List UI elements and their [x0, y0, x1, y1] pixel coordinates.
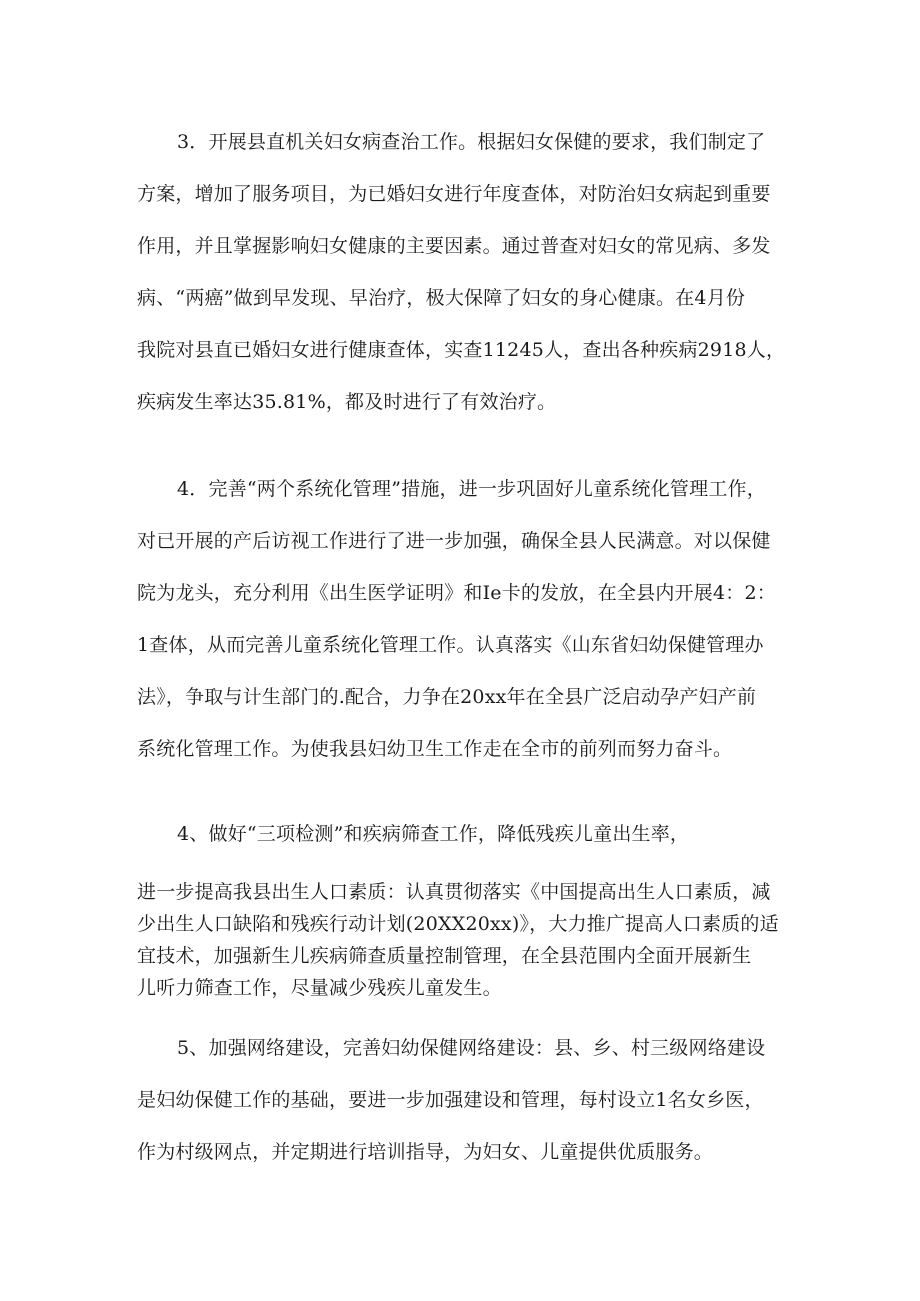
text-line: 作为村级网点，并定期进行培训指导，为妇女、儿童提供优质服务。 [137, 1141, 714, 1163]
paragraph-5-network [137, 1022, 797, 1178]
text-line: 我院对县直已婚妇女进行健康查体，实查11245人，查出各种疾病2918人， [137, 339, 786, 361]
text-line: 院为龙头，充分利用《出生医学证明》和Ie卡的发放，在全县内开展4：2： [137, 582, 776, 604]
text-line: 1查体，从而完善儿童系统化管理工作。认真落实《山东省妇幼保健管理办 [137, 634, 764, 656]
text-line: 5、加强网络建设，完善妇幼保健网络建设：县、乡、村三级网络建设 [177, 1037, 766, 1059]
text-line: 病、“两癌”做到早发现、早治疗，极大保障了妇女的身心健康。在4月份 [137, 287, 746, 309]
paragraph-4-screening-body [137, 876, 797, 1004]
text-line: 儿听力筛查工作，尽量减少残疾儿童发生。 [137, 977, 502, 999]
paragraph-4-system-management [137, 463, 797, 775]
text-line: 作用，并且掌握影响妇女健康的主要因素。通过普查对妇女的常见病、多发 [137, 235, 771, 257]
text-line: 4．完善“两个系统化管理”措施，进一步巩固好儿童系统化管理工作， [177, 478, 766, 500]
text-line: 少出生人口缺陷和残疾行动计划(20XX20xx)》，大力推广提高人口素质的适 [137, 913, 779, 935]
text-line: 系统化管理工作。为使我县妇幼卫生工作走在全市的前列而努力奋斗。 [137, 738, 733, 760]
text-line: 4、做好“三项检测”和疾病筛查工作，降低残疾儿童出生率， [177, 823, 690, 845]
text-line: 进一步提高我县出生人口素质：认真贯彻落实《中国提高出生人口素质，减 [137, 881, 771, 903]
paragraph-4-screening-heading [137, 808, 797, 860]
text-line: 对已开展的产后访视工作进行了进一步加强，确保全县人民满意。对以保健 [137, 530, 771, 552]
text-line: 疾病发生率达35.81%，都及时进行了有效治疗。 [137, 391, 557, 413]
text-line: 宜技术，加强新生儿疾病筛查质量控制管理，在全县范围内全面开展新生 [137, 945, 752, 967]
text-line: 3．开展县直机关妇女病查治工作。根据妇女保健的要求，我们制定了 [177, 131, 766, 153]
text-line: 法》，争取与计生部门的.配合，力争在20xx年在全县广泛启动孕产妇产前 [137, 686, 757, 708]
paragraph-3 [137, 116, 797, 428]
text-line: 是妇幼保健工作的基础，要进一步加强建设和管理，每村设立1名女乡医， [137, 1089, 764, 1111]
text-line: 方案，增加了服务项目，为已婚妇女进行年度查体，对防治妇女病起到重要 [137, 183, 771, 205]
